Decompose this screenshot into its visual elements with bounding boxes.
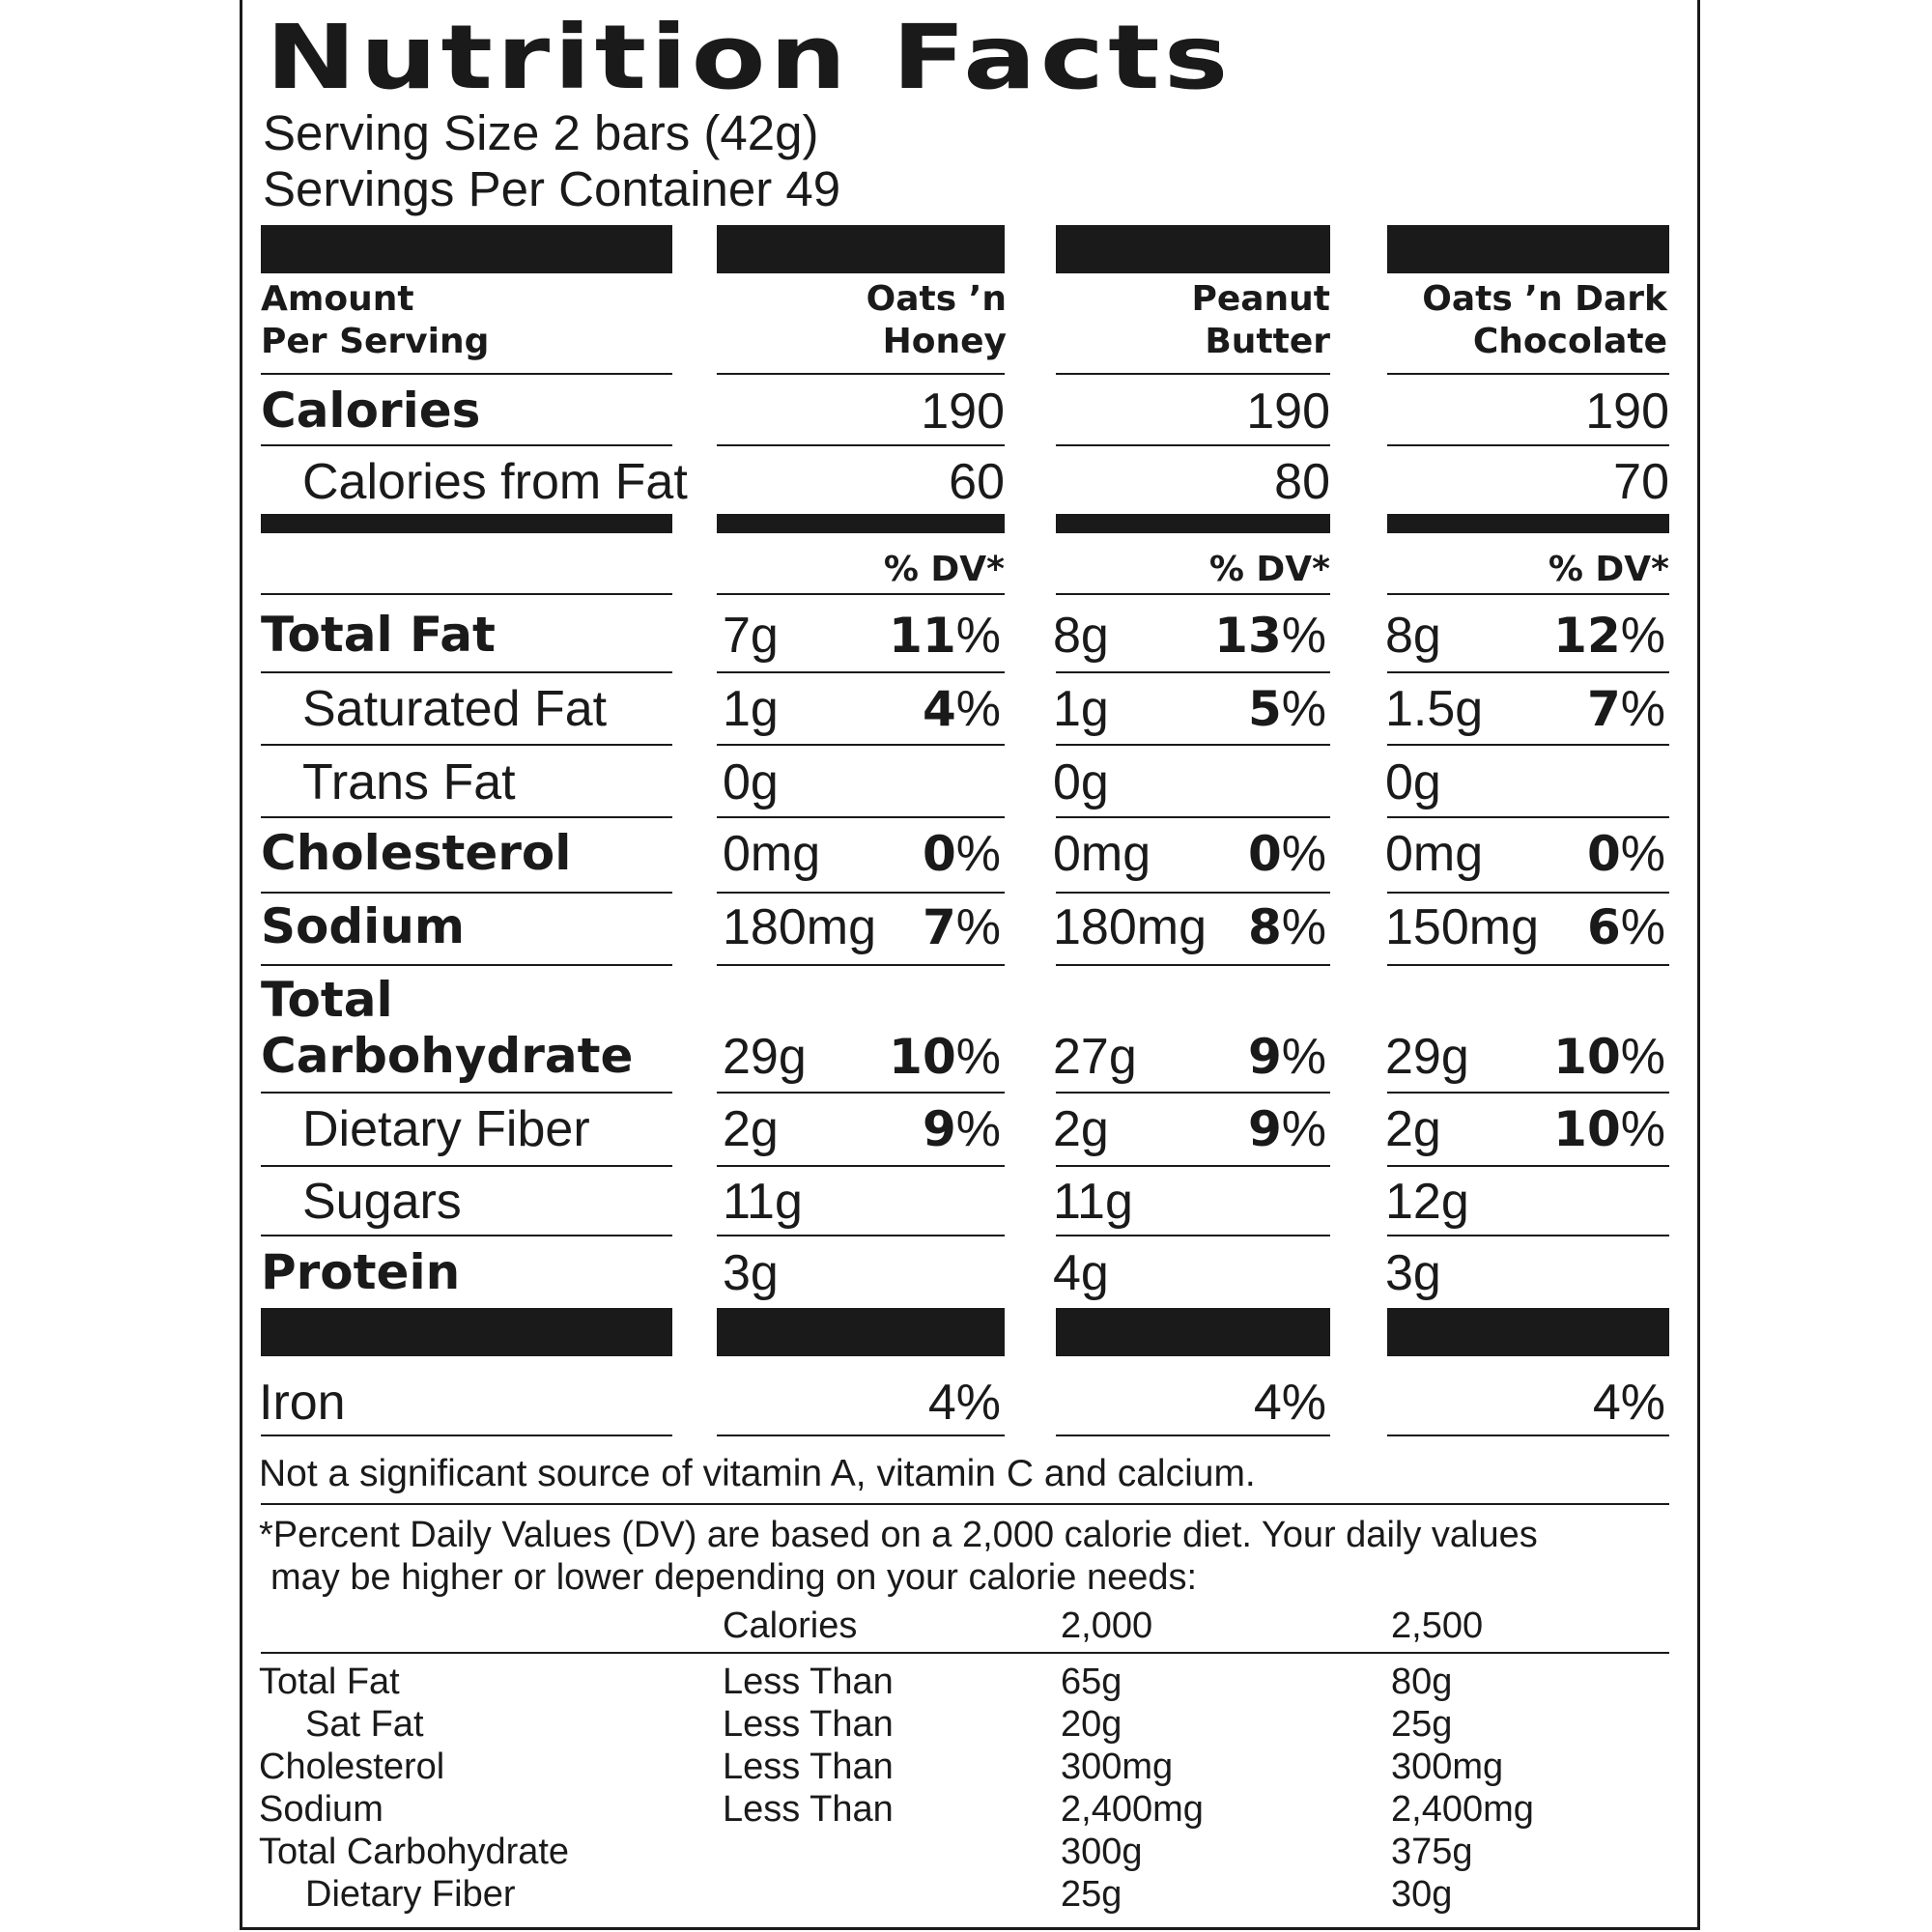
iron-value: 4% [1592,1375,1665,1431]
calories-label: Calories [261,383,481,439]
dv-number: 10 [889,1029,956,1085]
dv-table-value: 25g [1391,1704,1453,1745]
sodium-label: Sodium [261,898,465,954]
dv-table-value: 65g [1061,1662,1122,1702]
percent-sign: % [1281,826,1326,882]
thick-divider [1056,514,1330,533]
row-divider [1387,593,1669,595]
sugars-amount: 11g [1053,1174,1133,1230]
dietary-fiber-dv [1056,1101,1326,1157]
dv-table-value: 2,400mg [1061,1789,1204,1830]
dv-number: 7 [922,899,956,955]
total-fat-amount: 8g [1385,608,1441,664]
row-divider [1056,744,1330,746]
calories-from-fat-value: 80 [1274,454,1330,510]
dv-table-header-2500: 2,500 [1391,1605,1484,1646]
row-divider [1056,1235,1330,1236]
thick-divider [717,514,1005,533]
percent-sign: % [1620,608,1665,664]
calories-value: 190 [1585,384,1669,440]
dv-number: 10 [1553,1101,1621,1157]
dv-table-header-2000: 2,000 [1061,1605,1153,1646]
row-divider [1056,1092,1330,1094]
row-divider [261,444,672,446]
row-divider [1387,373,1669,375]
percent-sign: % [1281,608,1326,664]
product-header-oats-dark-chocolate: Oats ’n Dark Chocolate [1422,279,1667,361]
dietary-fiber-dv [1385,1101,1665,1157]
dietary-fiber-amount: 2g [723,1101,779,1157]
percent-sign: % [955,826,1001,882]
cholesterol-dv [717,826,1001,882]
percent-sign: % [955,899,1001,955]
dv-table-limit: Less Than [723,1789,894,1830]
dv-table-nutrient: Total Fat [259,1662,400,1702]
divider [261,1652,1669,1654]
row-divider [1387,964,1669,966]
thick-divider [261,225,672,273]
row-divider [261,816,672,818]
thick-divider [1387,225,1669,273]
dv-table-nutrient: Dietary Fiber [305,1874,516,1915]
cholesterol-dv [1385,826,1665,882]
dv-number: 6 [1586,899,1621,955]
trans-fat-amount: 0g [1053,754,1109,810]
dv-number: 9 [922,1101,956,1157]
dv-number: 9 [1247,1101,1282,1157]
row-divider [717,1435,1005,1436]
row-divider [1387,1165,1669,1167]
dv-number: 12 [1553,608,1621,664]
dv-table-nutrient: Cholesterol [259,1747,445,1787]
row-divider [717,1165,1005,1167]
dv-table-value: 80g [1391,1662,1453,1702]
not-significant-note: Not a significant source of vitamin A, vitamin C and calcium. [259,1453,1256,1494]
row-divider [261,1235,672,1236]
dv-table-value: 30g [1391,1874,1453,1915]
percent-sign: % [1281,1101,1326,1157]
row-divider [261,1092,672,1094]
percent-sign: % [1620,899,1665,955]
cholesterol-amount: 0mg [723,826,821,882]
row-divider [1056,1435,1330,1436]
protein-label: Protein [261,1244,461,1300]
dietary-fiber-amount: 2g [1385,1101,1441,1157]
row-divider [1056,444,1330,446]
amount-per-serving-header: Amount Per Serving [261,279,490,361]
dv-header: % DV* [883,550,1005,589]
calories-from-fat-value: 60 [949,454,1005,510]
percent-sign: % [955,1029,1001,1085]
cholesterol-amount: 0mg [1053,826,1151,882]
footnote-line-1: *Percent Daily Values (DV) are based on a 2,000 calorie diet. Your daily values [259,1515,1538,1555]
saturated-fat-label: Saturated Fat [302,681,608,737]
dv-number: 5 [1247,681,1282,737]
dv-table-limit: Less Than [723,1704,894,1745]
dv-number: 0 [1586,826,1621,882]
total-carbohydrate-amount: 29g [723,1029,807,1085]
row-divider [717,373,1005,375]
serving-size: Serving Size 2 bars (42g) [263,105,819,160]
dietary-fiber-label: Dietary Fiber [302,1101,590,1157]
thick-divider [261,514,672,533]
row-divider [717,816,1005,818]
row-divider [717,1092,1005,1094]
dv-table-header-calories: Calories [723,1605,858,1646]
divider [261,1503,1669,1505]
total-carbohydrate-dv [1385,1029,1665,1085]
thick-divider [717,1308,1005,1356]
dv-table-value: 300mg [1061,1747,1174,1787]
dv-number: 11 [889,608,956,664]
percent-sign: % [1620,826,1665,882]
dv-table-nutrient: Sat Fat [305,1704,424,1745]
calories-value: 190 [921,384,1005,440]
sodium-dv [1385,899,1665,955]
dv-table-limit: Less Than [723,1747,894,1787]
saturated-fat-dv [1056,681,1326,737]
saturated-fat-dv [1385,681,1665,737]
footnote-line-2: may be higher or lower depending on your calorie needs: [270,1557,1198,1598]
dv-number: 0 [1247,826,1282,882]
percent-sign: % [1281,1029,1326,1085]
saturated-fat-amount: 1.5g [1385,681,1484,737]
row-divider [717,964,1005,966]
row-divider [1056,964,1330,966]
row-divider [261,593,672,595]
row-divider [1387,1435,1669,1436]
total-carbohydrate-dv [717,1029,1001,1085]
row-divider [1387,1092,1669,1094]
sugars-amount: 11g [723,1174,803,1230]
percent-sign: % [1281,681,1326,737]
trans-fat-label: Trans Fat [302,754,516,810]
row-divider [1387,816,1669,818]
dv-table-value: 375g [1391,1832,1473,1872]
cholesterol-amount: 0mg [1385,826,1484,882]
dv-number: 8 [1247,899,1282,955]
calories-value: 190 [1246,384,1330,440]
cholesterol-label: Cholesterol [261,825,572,881]
protein-amount: 3g [1385,1245,1441,1301]
row-divider [1056,671,1330,673]
product-header-oats-honey: Oats ’n Honey [866,279,1007,361]
row-divider [1387,1235,1669,1236]
row-divider [717,444,1005,446]
row-divider [1387,744,1669,746]
dv-number: 7 [1586,681,1621,737]
percent-sign: % [1281,899,1326,955]
cholesterol-dv [1056,826,1326,882]
percent-sign: % [1620,1101,1665,1157]
dv-table-value: 2,400mg [1391,1789,1534,1830]
dv-table-nutrient: Total Carbohydrate [259,1832,570,1872]
row-divider [1056,816,1330,818]
row-divider [1056,1165,1330,1167]
saturated-fat-dv [717,681,1001,737]
row-divider [717,1235,1005,1236]
total-fat-amount: 7g [723,608,779,664]
thick-divider [1387,1308,1669,1356]
dv-header: % DV* [1208,550,1330,589]
percent-sign: % [955,1101,1001,1157]
row-divider [261,892,672,894]
row-divider [261,744,672,746]
sugars-label: Sugars [302,1174,462,1230]
sodium-amount: 180mg [723,899,876,955]
total-carbohydrate-amount: 27g [1053,1029,1137,1085]
dv-table-value: 300g [1061,1832,1143,1872]
dv-table-nutrient: Sodium [259,1789,384,1830]
saturated-fat-amount: 1g [1053,681,1109,737]
total-fat-dv [1385,608,1665,664]
protein-amount: 3g [723,1245,779,1301]
row-divider [261,1435,672,1436]
sugars-amount: 12g [1385,1174,1469,1230]
row-divider [1056,373,1330,375]
row-divider [1387,892,1669,894]
total-carbohydrate-amount: 29g [1385,1029,1469,1085]
thick-divider [1056,225,1330,273]
thick-divider [1056,1308,1330,1356]
trans-fat-amount: 0g [723,754,779,810]
sodium-dv [1056,899,1326,955]
total-carbohydrate-label-line-2: Carbohydrate [261,1028,634,1084]
dv-header: % DV* [1548,550,1669,589]
sodium-dv [717,899,1001,955]
total-fat-dv [717,608,1001,664]
total-carbohydrate-label-line-1: Total [261,972,393,1028]
dv-table-value: 25g [1061,1874,1122,1915]
protein-amount: 4g [1053,1245,1109,1301]
row-divider [1387,444,1669,446]
total-fat-dv [1056,608,1326,664]
dv-number: 9 [1247,1029,1282,1085]
percent-sign: % [955,608,1001,664]
iron-value: 4% [1253,1375,1326,1431]
iron-value: 4% [927,1375,1001,1431]
dv-number: 0 [922,826,956,882]
dietary-fiber-amount: 2g [1053,1101,1109,1157]
sodium-amount: 180mg [1053,899,1207,955]
total-carbohydrate-dv [1056,1029,1326,1085]
saturated-fat-amount: 1g [723,681,779,737]
row-divider [261,373,672,375]
row-divider [717,593,1005,595]
trans-fat-amount: 0g [1385,754,1441,810]
dv-table-value: 20g [1061,1704,1122,1745]
row-divider [717,744,1005,746]
row-divider [1056,892,1330,894]
product-header-peanut-butter: Peanut Butter [1191,279,1330,361]
row-divider [717,892,1005,894]
percent-sign: % [1620,1029,1665,1085]
iron-label: Iron [259,1375,346,1431]
percent-sign: % [955,681,1001,737]
thick-divider [261,1308,672,1356]
percent-sign: % [1620,681,1665,737]
row-divider [1056,593,1330,595]
row-divider [261,671,672,673]
dv-number: 13 [1214,608,1282,664]
label-title: Nutrition Facts [266,6,1233,110]
calories-from-fat-label: Calories from Fat [302,454,688,510]
servings-per-container: Servings Per Container 49 [263,161,841,216]
dv-table-limit: Less Than [723,1662,894,1702]
total-fat-label: Total Fat [261,607,496,663]
calories-from-fat-value: 70 [1613,454,1669,510]
dv-number: 10 [1553,1029,1621,1085]
dv-table-value: 300mg [1391,1747,1504,1787]
thick-divider [1387,514,1669,533]
row-divider [1387,671,1669,673]
thick-divider [717,225,1005,273]
row-divider [717,671,1005,673]
total-fat-amount: 8g [1053,608,1109,664]
sodium-amount: 150mg [1385,899,1539,955]
dietary-fiber-dv [717,1101,1001,1157]
row-divider [261,964,672,966]
dv-number: 4 [922,681,956,737]
row-divider [261,1165,672,1167]
